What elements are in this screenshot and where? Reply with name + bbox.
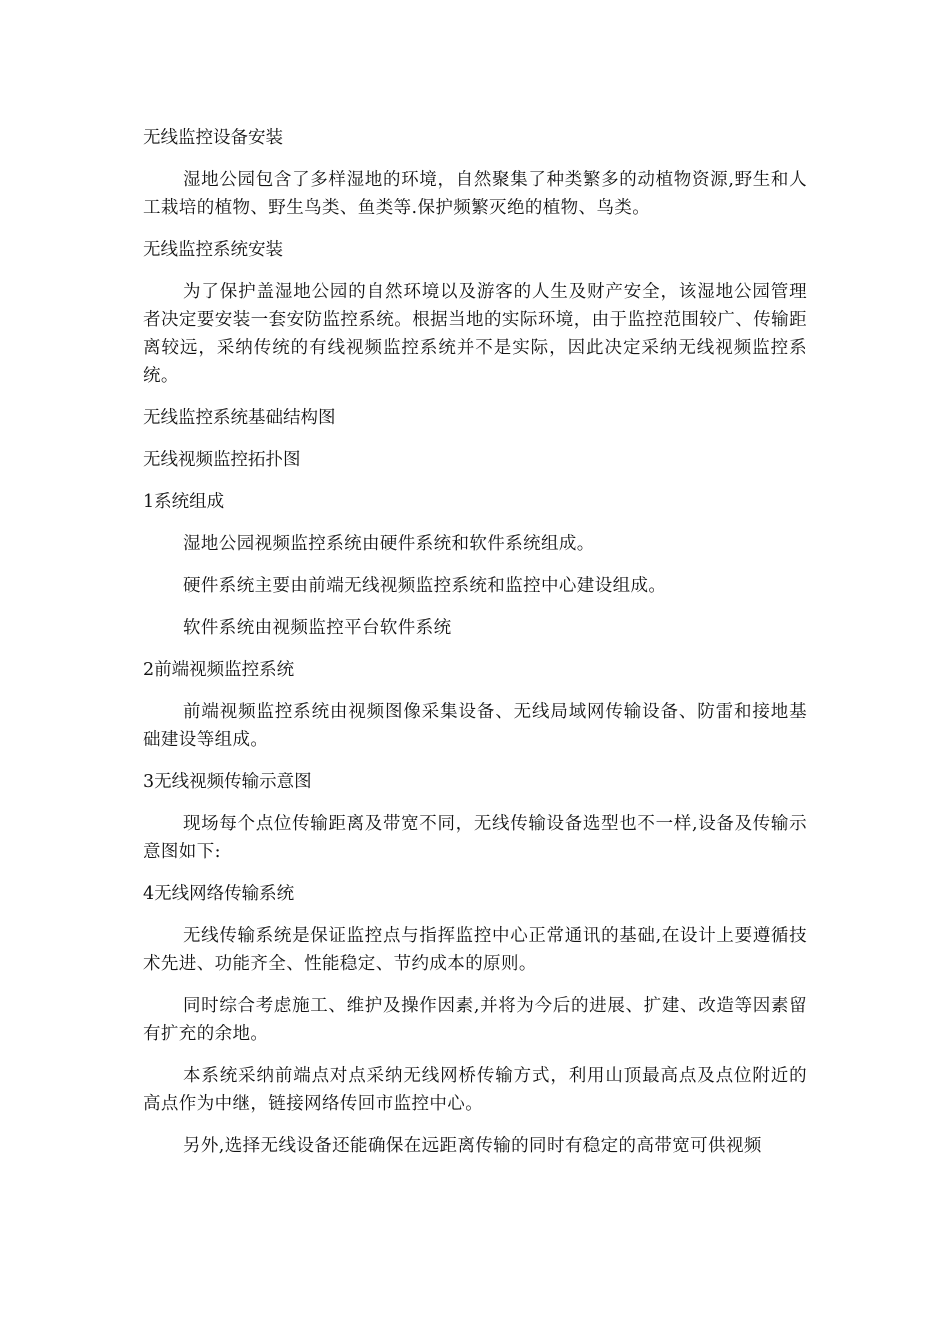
section-heading-transmission-diagram: 3无线视频传输示意图 xyxy=(143,772,312,792)
paragraph-construction-factors: 同时综合考虑施工、维护及操作因素,并将为今后的进展、扩建、改造等因素留有扩充的余地。 xyxy=(143,996,807,1044)
section-heading-topology: 无线视频监控拓扑图 xyxy=(143,450,301,470)
section-heading-wireless-system-install: 无线监控系统安装 xyxy=(143,240,283,260)
paragraph-system-composition: 湿地公园视频监控系统由硬件系统和软件系统组成。 xyxy=(183,534,595,554)
paragraph-network-principles: 无线传输系统是保证监控点与指挥监控中心正常通讯的基础,在设计上要遵循技术先进、功能齐全、性能稳定、节约成本的原则。 xyxy=(143,926,807,974)
section-heading-basic-structure: 无线监控系统基础结构图 xyxy=(143,408,336,428)
paragraph-hardware-system: 硬件系统主要由前端无线视频监控系统和监控中心建设组成。 xyxy=(183,576,667,596)
section-heading-network-transmission: 4无线网络传输系统 xyxy=(143,884,295,904)
section-heading-system-composition: 1系统组成 xyxy=(143,492,225,512)
section-heading-wireless-equipment-install: 无线监控设备安装 xyxy=(143,128,283,148)
paragraph-frontend-monitoring: 前端视频监控系统由视频图像采集设备、无线局域网传输设备、防雷和接地基础建设等组成。 xyxy=(143,702,807,750)
document-page xyxy=(143,124,807,1174)
section-heading-frontend-monitoring: 2前端视频监控系统 xyxy=(143,660,295,680)
paragraph-bridge-transmission: 本系统采纳前端点对点采纳无线网桥传输方式，利用山顶最高点及点位附近的高点作为中继，链接网络传回市监控中心。 xyxy=(143,1066,807,1114)
paragraph-bandwidth: 另外,选择无线设备还能确保在远距离传输的同时有稳定的高带宽可供视频 xyxy=(183,1136,762,1156)
paragraph-wetland-intro: 湿地公园包含了多样湿地的环境，自然聚集了种类繁多的动植物资源,野生和人工栽培的植物、野生鸟类、鱼类等.保护频繁灭绝的植物、鸟类。 xyxy=(143,170,807,218)
paragraph-transmission-diagram: 现场每个点位传输距离及带宽不同，无线传输设备选型也不一样,设备及传输示意图如下: xyxy=(143,814,807,862)
paragraph-software-system: 软件系统由视频监控平台软件系统 xyxy=(183,618,452,638)
paragraph-protection-plan: 为了保护盖湿地公园的自然环境以及游客的人生及财产安全，该湿地公园管理者决定要安装一套安防监控系统。根据当地的实际环境，由于监控范围较广、传输距离较远，采纳传统的有线视频监控系统并不是实际，因此决定采纳无线视频监控系统。 xyxy=(143,282,807,386)
